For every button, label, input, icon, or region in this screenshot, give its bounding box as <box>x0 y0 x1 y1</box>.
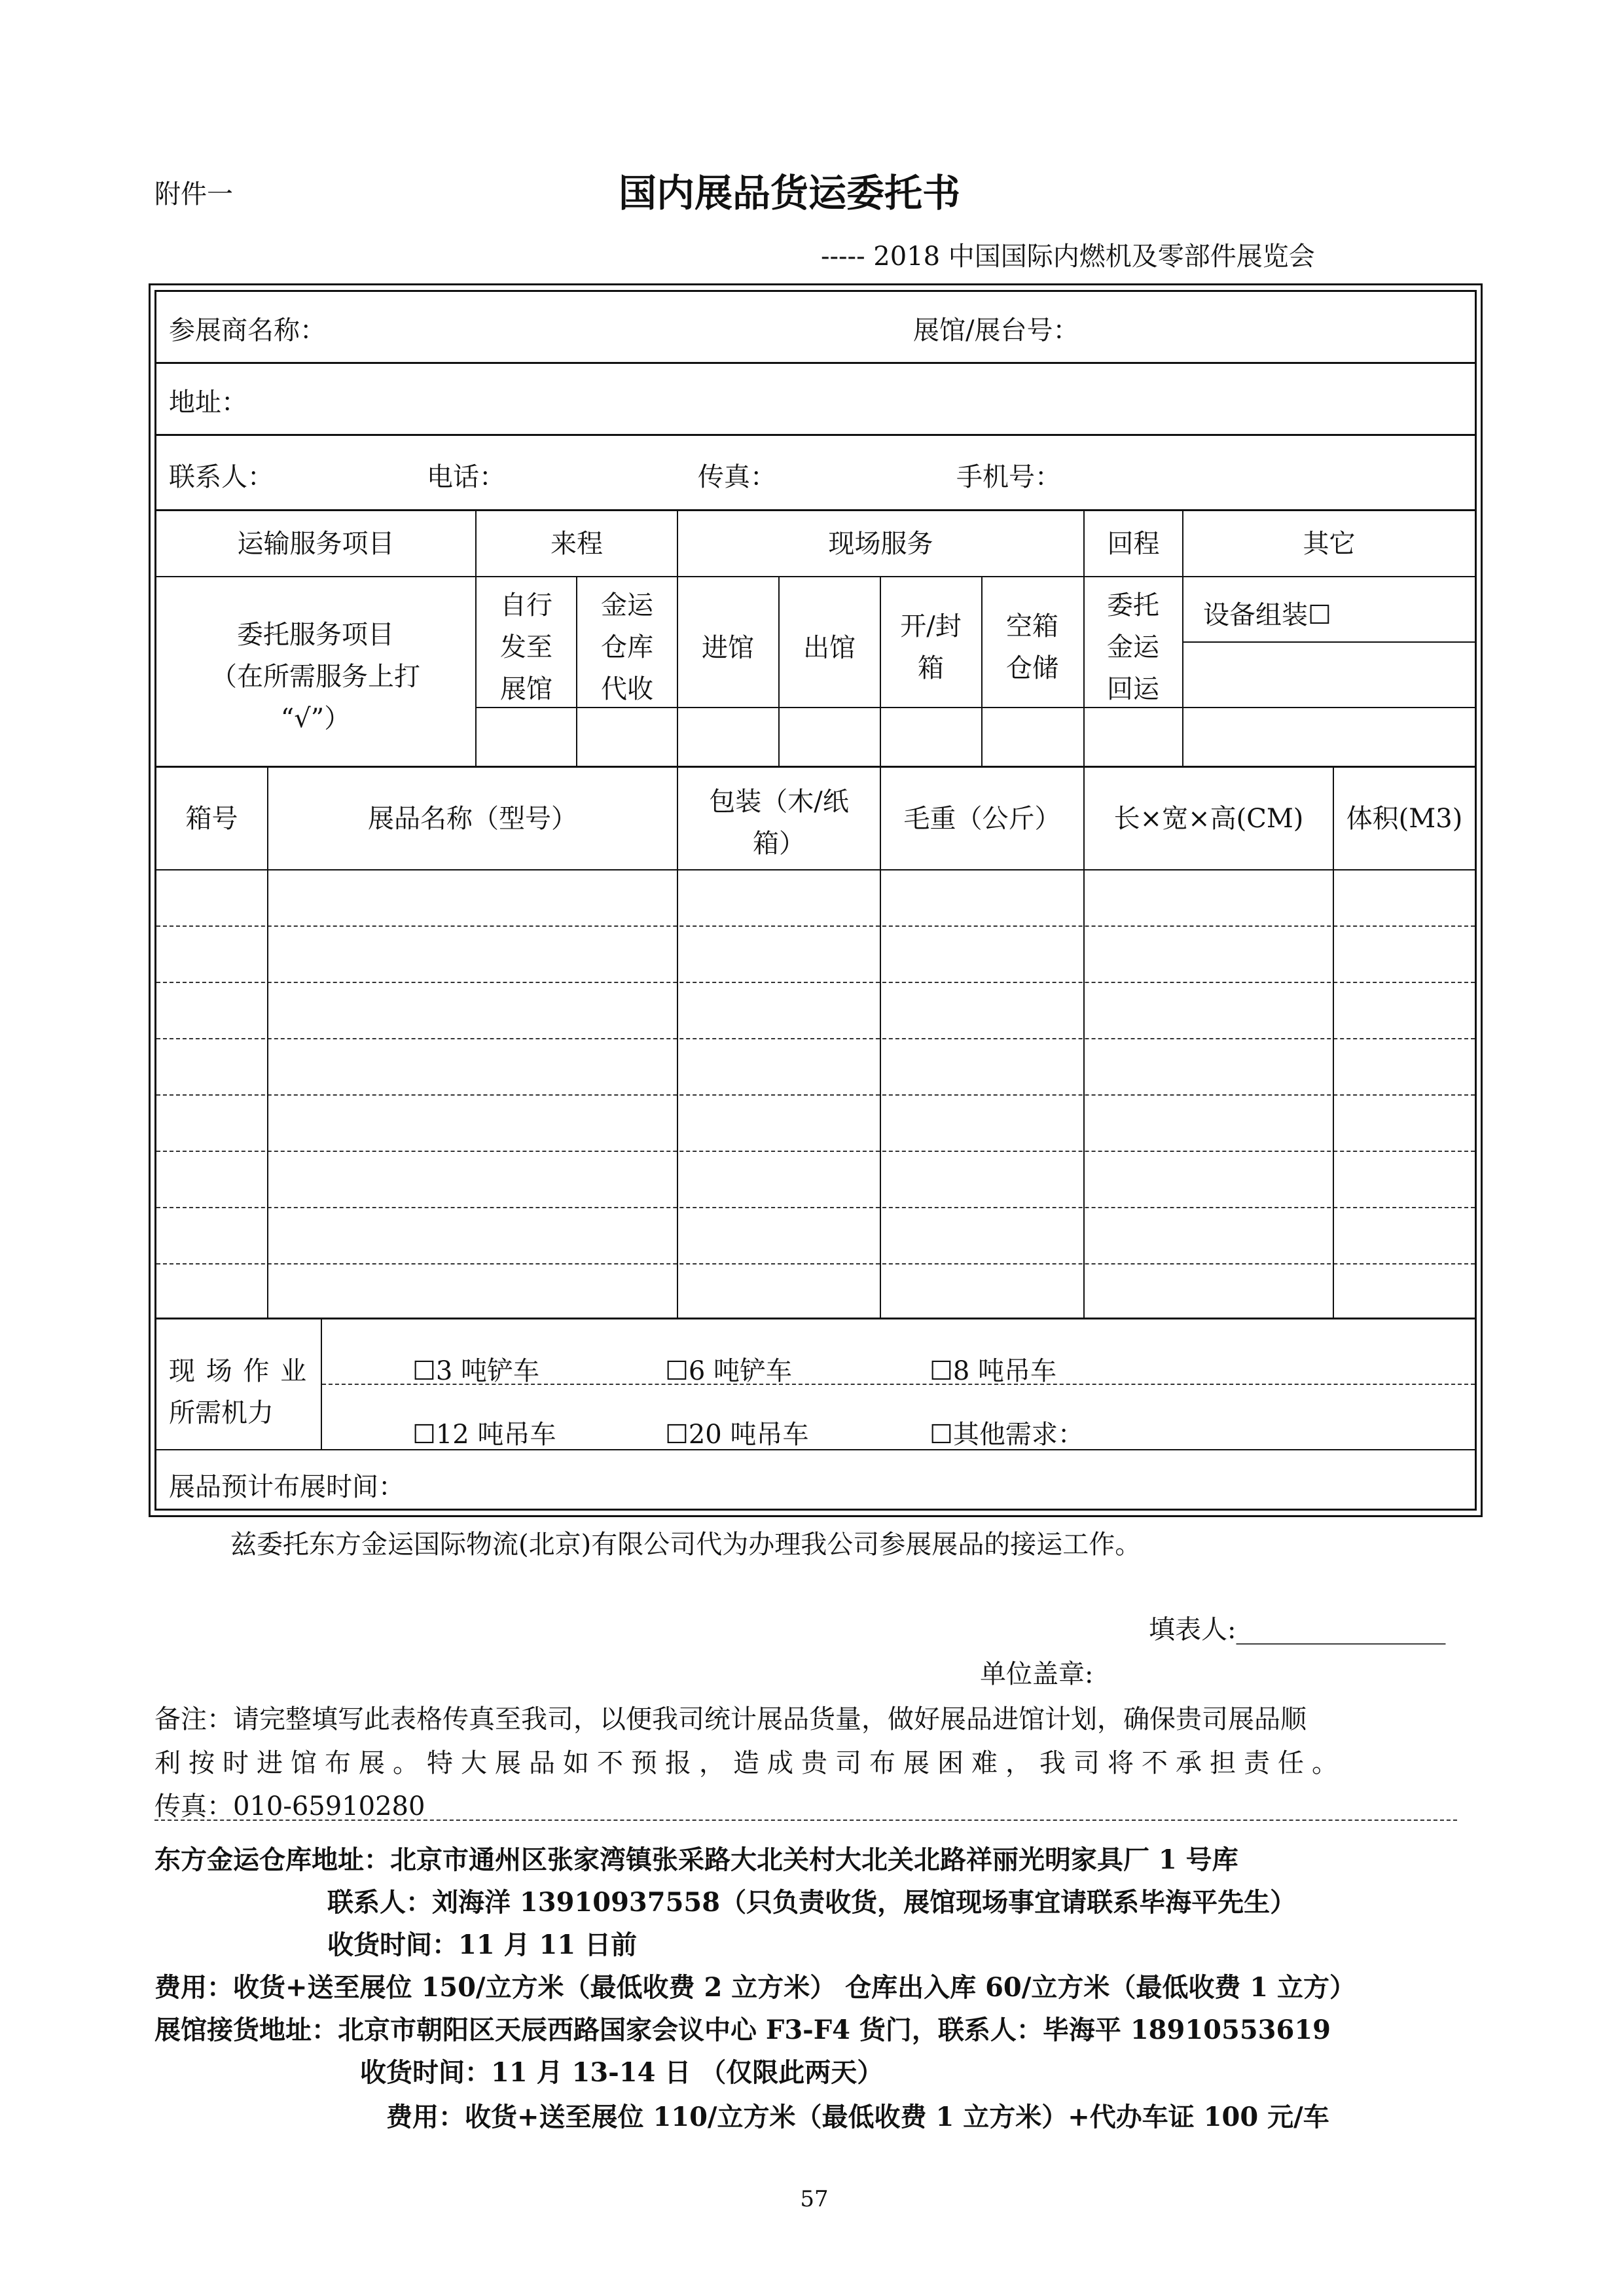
warehouse-contact: 联系人：刘海洋 13910937558（只负责收货，展馆现场事宜请联系毕海平先生） <box>327 1887 1297 1918</box>
warehouse-line1: 金运 <box>601 590 653 620</box>
filler-signature-line[interactable]: 填表人:________________ <box>1149 1615 1446 1645</box>
other-requirement-option[interactable]: ☐其他需求： <box>929 1420 1084 1450</box>
dimensions-header: 长×宽×高(CM) <box>1113 803 1304 834</box>
hall-fee: 费用：收货+送至展位 110/立方米（最低收费 1 立方米）+代办车证 100 元/车 <box>386 2102 1329 2132</box>
remarks-fax: 传真：010-65910280 <box>154 1791 425 1821</box>
setup-time-label: 展品预计布展时间： <box>169 1472 405 1502</box>
warehouse-line2: 仓库 <box>601 632 653 662</box>
transport-service-header: 运输服务项目 <box>237 528 395 559</box>
move-out-label: 出馆 <box>803 633 856 663</box>
onsite-service-header: 现场服务 <box>828 528 933 559</box>
move-in-label: 进馆 <box>702 633 754 663</box>
exhibit-name-header: 展品名称（型号） <box>368 803 577 834</box>
packing-header-line1: 包装（木/纸 <box>709 787 849 817</box>
exhibitor-name-label: 参展商名称： <box>169 315 326 346</box>
warehouse-receiving-time: 收货时间：11 月 11 日前 <box>327 1929 638 1960</box>
fax-label: 传真： <box>698 462 776 492</box>
other-header: 其它 <box>1303 528 1356 559</box>
remarks-line1: 备注：请完整填写此表格传真至我司，以便我司统计展品货量，做好展品进馆计划，确保贵司展品顺 <box>154 1704 1307 1734</box>
entrust-label-line3: “√”） <box>280 704 351 734</box>
remarks-line2: 利按时进馆布展。特大展品如不预报，造成贵司布展困难，我司将不承担责任。 <box>154 1748 1346 1778</box>
forklift-3t-option[interactable]: ☐3 吨铲车 <box>412 1356 540 1386</box>
company-stamp-label: 单位盖章: <box>980 1659 1094 1689</box>
contact-label: 联系人： <box>169 462 274 492</box>
crane-12t-option[interactable]: ☐12 吨吊车 <box>412 1420 556 1450</box>
phone-label: 电话： <box>427 462 505 492</box>
packing-header-line2: 箱） <box>753 829 805 859</box>
forklift-6t-option[interactable]: ☐6 吨铲车 <box>665 1356 793 1386</box>
self-send-line3: 展馆 <box>500 674 552 704</box>
hall-booth-label: 展馆/展台号： <box>913 315 1079 346</box>
entrust-statement: 兹委托东方金运国际物流(北京)有限公司代为办理我公司参展展品的接运工作。 <box>230 1530 1142 1560</box>
machinery-label-line1: 现 场 作 业 <box>169 1356 308 1386</box>
document-subtitle: ----- 2018 中国国际内燃机及零部件展览会 <box>821 242 1315 272</box>
crane-20t-option[interactable]: ☐20 吨吊车 <box>665 1420 809 1450</box>
warehouse-fee: 费用：收货+送至展位 150/立方米（最低收费 2 立方米） 仓库出入库 60/立方米（最低收费 1 立方） <box>154 1972 1356 2003</box>
return-ship-line2: 金运 <box>1107 632 1159 662</box>
hall-receiving-time: 收货时间：11 月 13-14 日 （仅限此两天） <box>360 2057 884 2088</box>
page-number: 57 <box>800 2186 829 2212</box>
return-ship-line1: 委托 <box>1107 590 1159 620</box>
section-divider <box>154 1820 1457 1821</box>
entrust-label-line2: （在所需服务上打 <box>211 662 420 692</box>
document-title: 国内展品货运委托书 <box>619 171 961 215</box>
box-no-header: 箱号 <box>185 803 238 834</box>
attachment-label: 附件一 <box>154 179 233 209</box>
open-seal-line1: 开/封 <box>900 611 962 641</box>
warehouse-address: 东方金运仓库地址：北京市通州区张家湾镇张采路大北关村大北关北路祥丽光明家具厂 1 号库 <box>154 1844 1238 1875</box>
inbound-header: 来程 <box>550 528 603 559</box>
machinery-label-line2: 所需机力 <box>169 1398 274 1428</box>
return-header: 回程 <box>1107 528 1160 559</box>
self-send-line2: 发至 <box>500 632 552 662</box>
empty-box-line1: 空箱 <box>1006 611 1058 641</box>
hall-receiving-address: 展馆接货地址：北京市朝阳区天辰西路国家会议中心 F3-F4 货门，联系人：毕海平 18910553619 <box>154 2015 1331 2045</box>
empty-box-line2: 仓储 <box>1006 653 1058 683</box>
volume-header: 体积(M3) <box>1346 803 1463 834</box>
mobile-label: 手机号： <box>956 462 1061 492</box>
warehouse-line3: 代收 <box>601 674 653 704</box>
self-send-line1: 自行 <box>500 590 552 620</box>
equipment-assembly-option[interactable]: 设备组装☐ <box>1203 600 1331 630</box>
weight-header: 毛重（公斤） <box>903 803 1061 834</box>
address-label: 地址： <box>169 387 247 418</box>
crane-8t-option[interactable]: ☐8 吨吊车 <box>929 1356 1057 1386</box>
return-ship-line3: 回运 <box>1107 674 1159 704</box>
entrust-label-line1: 委托服务项目 <box>237 620 394 650</box>
open-seal-line2: 箱 <box>918 653 944 683</box>
